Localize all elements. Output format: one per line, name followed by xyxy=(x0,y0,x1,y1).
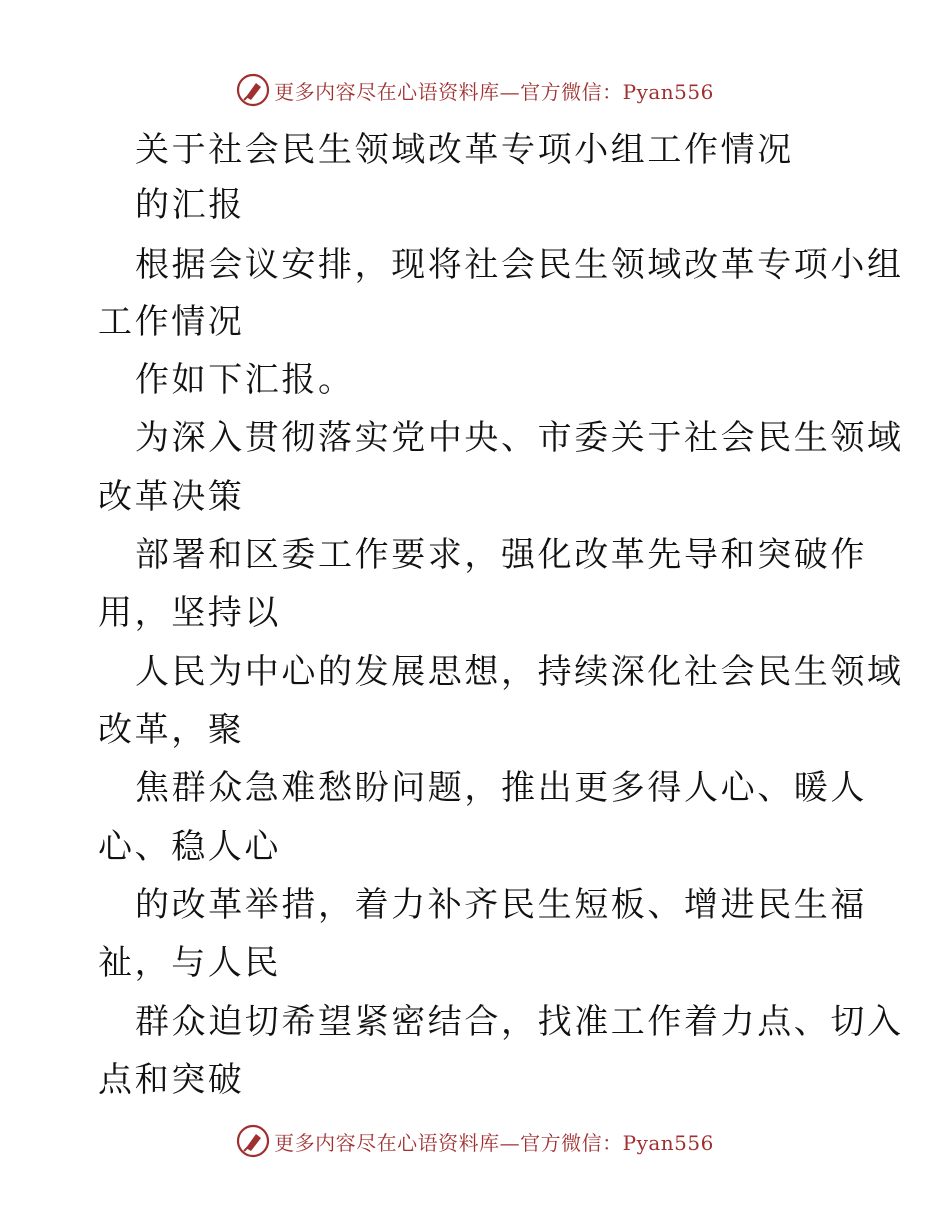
paragraph-line: 点和突破 xyxy=(98,1060,245,1100)
document-title-line-1: 关于社会民生领域改革专项小组工作情况 xyxy=(135,130,794,170)
paragraph-line: 根据会议安排，现将社会民生领域改革专项小组 xyxy=(135,245,904,285)
header-watermark-text: 更多内容尽在心语资料库—官方微信：Pyan556 xyxy=(274,79,714,104)
paragraph-line: 用，坚持以 xyxy=(98,593,281,633)
paragraph-line: 的改革举措，着力补齐民生短板、增进民生福 xyxy=(135,885,867,925)
paragraph-line: 焦群众急难愁盼问题，推出更多得人心、暖人 xyxy=(135,768,867,808)
document-title-line-2: 的汇报 xyxy=(135,185,245,225)
paragraph-line: 群众迫切希望紧密结合，找准工作着力点、切入 xyxy=(135,1002,904,1042)
footer-watermark-text: 更多内容尽在心语资料库—官方微信：Pyan556 xyxy=(274,1130,714,1155)
paragraph-line: 作如下汇报。 xyxy=(135,360,355,400)
paragraph-line: 祉，与人民 xyxy=(98,943,281,983)
paragraph-line: 改革，聚 xyxy=(98,710,245,750)
paragraph-line: 人民为中心的发展思想，持续深化社会民生领域 xyxy=(135,652,904,692)
pen-nib-logo-icon xyxy=(236,73,270,107)
paragraph-line: 改革决策 xyxy=(98,477,245,517)
paragraph-line: 为深入贯彻落实党中央、市委关于社会民生领域 xyxy=(135,418,904,458)
header-watermark-banner xyxy=(0,70,950,110)
paragraph-line: 部署和区委工作要求，强化改革先导和突破作 xyxy=(135,535,867,575)
paragraph-line: 心、稳人心 xyxy=(98,827,281,867)
pen-nib-logo-icon xyxy=(236,1124,270,1158)
paragraph-line: 工作情况 xyxy=(98,302,245,342)
footer-watermark-banner xyxy=(0,1121,950,1161)
